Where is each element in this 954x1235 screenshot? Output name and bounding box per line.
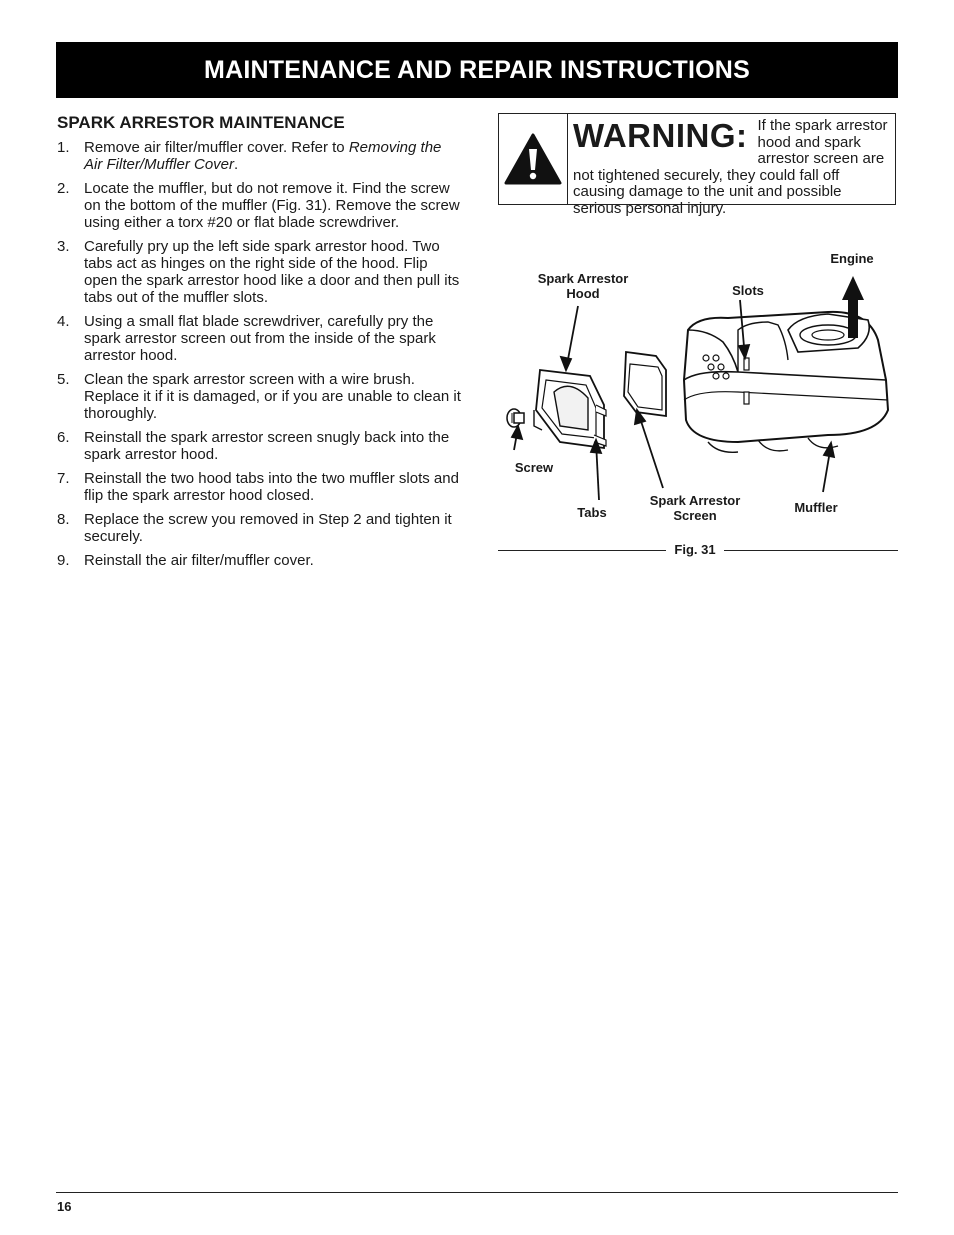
warning-icon-cell [499,114,568,204]
step-number: 8. [57,511,70,528]
step-text: Replace the screw you removed in Step 2 and tighten it securely. [84,511,452,545]
page-number: 16 [57,1199,72,1214]
label-slots: Slots [732,283,764,298]
section-title: SPARK ARRESTOR MAINTENANCE [57,113,345,132]
warning-triangle-icon [504,132,562,186]
step-number: 2. [57,180,70,197]
step-text: Locate the muffler, but do not remove it. Find the screw on the bottom of the muffler (Fig. 31). Remove the screw using either a torx #20 or flat blade screwdriver. [84,180,460,231]
warning-box [498,113,896,217]
list-item [57,139,462,173]
warning-text-cell [568,114,895,217]
caption-rule-left [498,550,666,551]
page-title: MAINTENANCE AND REPAIR INSTRUCTIONS [204,55,750,84]
list-item [57,180,462,231]
instructions-column [57,113,462,576]
caption-rule-right [724,550,898,551]
list-item [57,470,462,504]
step-number: 4. [57,313,70,330]
step-text: Carefully pry up the left side spark arrestor hood. Two tabs act as hinges on the right side of the hood. Flip open the spark arrestor hood like a door and then pull its tabs out of the muffler slots. [84,238,460,306]
label-spark-arrestor-hood: Spark Arrestor Hood [537,271,629,301]
step-number: 5. [57,371,70,388]
step-punctuation: . [234,156,239,173]
list-item [57,429,462,463]
list-item [57,511,462,545]
steps-list [57,139,462,569]
label-screw: Screw [514,460,554,475]
screw-drawing [507,409,524,427]
warning-heading: WARNING: [573,117,748,154]
step-number: 3. [57,238,70,255]
step-text: Reinstall the air filter/muffler cover. [84,552,314,569]
list-item [57,313,462,364]
list-item [57,552,462,569]
spark-arrestor-hood-drawing [534,370,606,448]
label-muffler: Muffler [794,500,838,515]
footer-rule [56,1192,898,1193]
spark-arrestor-screen-drawing [624,352,666,416]
step-text: Remove air filter/muffler cover. Refer to [84,139,349,156]
label-tabs: Tabs [577,505,607,520]
warning-message: If the spark arrestor hood and spark arrestor screen are not tightened securely, they could fall off causing damage to the unit and possible serious personal injury. [573,117,888,217]
figure-31 [498,230,898,560]
step-number: 6. [57,429,70,446]
label-engine: Engine [830,251,874,266]
label-spark-arrestor-screen: Spark Arrestor Screen [649,493,741,523]
step-number: 7. [57,470,70,487]
header-banner [56,42,898,98]
step-number: 9. [57,552,70,569]
list-item [57,238,462,306]
step-text: Reinstall the two hood tabs into the two muffler slots and flip the spark arrestor hood closed. [84,470,459,504]
step-text: Reinstall the spark arrestor screen snugly back into the spark arrestor hood. [84,429,450,463]
step-reference: Removing the Air Filter/Muffler Cover [84,139,442,173]
step-text: Using a small flat blade screwdriver, carefully pry the spark arrestor screen out from the inside of the spark arrestor hood. [84,313,436,364]
step-text: Clean the spark arrestor screen with a wire brush. Replace it if it is damaged, or if you are unable to clean it thoroughly. [84,371,461,422]
list-item [57,371,462,422]
step-number: 1. [57,139,70,156]
figure-caption: Fig. 31 [674,542,716,557]
